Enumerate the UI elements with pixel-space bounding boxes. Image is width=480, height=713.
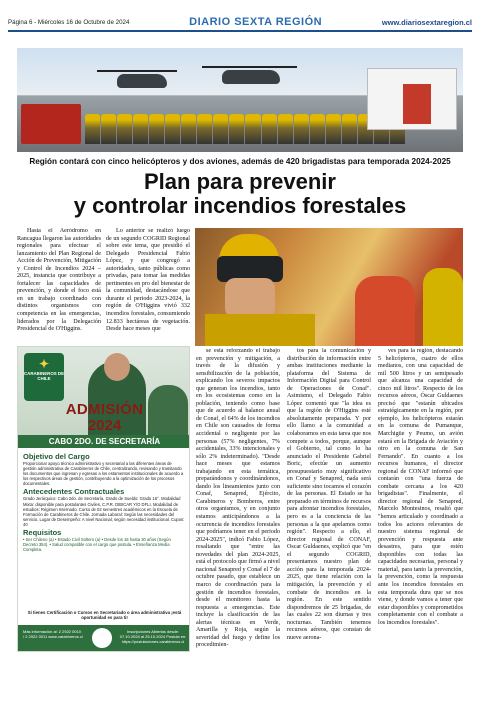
- ad-note: Si tienes Certificación o Cursos en Secretariado o área administrativa ¡está oportunidad es para ti!: [27, 610, 182, 621]
- antecedentes-text: Grado Jerárquico: Cabo 2do. de Secretaría. Grado de Sueldo: Grado 16°. Modalidad Mixta: disponible para postulantes Civiles, C.P.R. DIBICAR Y/O DFLI. Modalidad de estudios: Régimen Internado. Curso de 02 semestres académicos en la Escuela de Formación de Carabineros de Chile. Jornada Laboral: Según las necesidades del servicio. Lugar de Desempeño: A nivel Nacional, según necesidad institucional. Cupos: 40: [23, 496, 185, 527]
- brigade-crowd: [85, 114, 405, 144]
- title-line-2: y controlar incendios forestales: [73, 193, 407, 218]
- contact-info[interactable]: Más información al: 2 2922 0010 / 2 2922 0011 www.carabineros.cl: [23, 629, 83, 639]
- firefighter-photo: [195, 228, 463, 346]
- section-heading: Antecedentes Contractuales: [23, 487, 125, 497]
- paragraph: Hasta el Aeródromo en Rancagua llegaron las autoridades regionales para efectuar el lanzamiento del Plan Regional de Acción de Prevención, Mitigación y Control de Incendios 2024 – 2025, instancia que contribuye a fortalecer las capacidades de prevención, y donde el foco está en un trabajo coordinado con distintos organismos con competencia en las emergencias, liderados por la Delegación Presidencial de O'Higgins.: [17, 228, 101, 333]
- ad-footer: [18, 625, 190, 652]
- objetivo-text: Proporcionar apoyo técnico administrativo y secretarial a las diferentes áreas de gestión administrativa de Carabineros de Chile, centralizando, revisando y tramitando los documentos que ingresan y egresan a los estamentos institucionales de acuerdo a los respectivos áreas de gestión, contribuyendo a la optimización de los procesos documentales.: [23, 461, 184, 487]
- article-subheadline: Región contará con cinco helicópteros y dos aviones, además de 420 brigadistas para temporada 2024-2025: [29, 157, 451, 166]
- paragraph: tos para la comunicación y distribución de información entre ambas instituciones mediante la plataforma del Sistema de Información Digital para Control de Operaciones de Conaf". Asimismo, el Delegado Fabio López comentó que "la idea es que la región de O'Higgins esté absolutamente preparada. Y por ello llamo a la comunidad a colaborarnos en esta tarea que nos compete a todos, porque, aunque el Gobierno, tal como lo ha anunciado el Presidente Gabriel Boric, efectúe un aumento presupuestario muy significativo en Conaf y Senapred, nada será suficiente sino tocamos el corazón de las personas. El Estado se ha preparado en términos de recursos para afrontar incendios forestales, pero es a la conciencia de las personas a la que apelamos como región". Respecto a ello, el director regional de CONAF, Oscar Guldaenes, explicó que "en el segundo COGRID, presentamos nuestro plan de acción para la temporada 2024-2025, que tiene relación con la mitigación, la prevención y el combate de incendios en la región. En este sentido dispondremos de 25 brigadas, de las cuales 22 son diurnas y tres nocturnas. También tenemos recursos aéreos, que constan de nueve aerona-: [287, 348, 371, 641]
- uniform-shape: [205, 314, 315, 346]
- article-column-4: [287, 348, 371, 668]
- article-title: [10, 170, 470, 218]
- badge-text: CARABINEROS DE CHILE: [24, 371, 65, 381]
- hero-photo-helicopters: [17, 48, 463, 152]
- ad-body: [23, 451, 186, 552]
- institution-logo: [92, 628, 112, 648]
- section-heading: Requisitos: [23, 528, 62, 538]
- article-column-3: [196, 348, 280, 668]
- brigadista-figure: [355, 276, 415, 346]
- brigadista-figure: [403, 84, 431, 124]
- position-banner: CABO 2DO. DE SECRETARÍA: [18, 435, 190, 448]
- admission-heading: ADMISIÓN: [65, 401, 144, 418]
- paragraph: se está reforzando el trabajo en prevención y mitigación, a través de la difusión y sensibilización de la población, explicando los severos impactos que generan los incendios, tanto en los ecosistemas como en la población, teniendo como base que de acuerdo al balance anual de Conaf, el 64% de los incendios en Chile son causados de forma accidental o negligente por las personas (57% negligentes, 7% accidentales, 33% intencionales y sólo 2% indeterminado). "Desde hace meses que estamos trabajando en esta temática, preparándonos y coordinándonos, dando los lineamientos junto con Conaf, Senapred, Ejército, Carabineros y Bomberos, entre otros organismos, y en conjunto estamos anticipándonos a la ocurrencia de incendios forestales que podríamos tener en el periodo 2024-2025", indicó Fabio López, resaltando que "entre las novedades del plan 2024-2025, está el protocolo que firmó a nivel nacional Senapred y Conaf el 7 de octubre pasado, que establece un marco de coordinación para la gestión de incendios forestales, desde el monitoreo hasta la respuesta a emergencias. Este incluye la clasificación de las alertas técnicas en Verde, Amarilla y Roja, según la severidad del fuego y define los procedimien-: [196, 348, 280, 649]
- brigadista-figure: [423, 268, 463, 346]
- carabineros-admission-ad[interactable]: [17, 346, 190, 652]
- website-link[interactable]: www.diariosextaregion.cl: [381, 17, 472, 27]
- article-column-2: [106, 228, 190, 340]
- helicopter-image: [222, 70, 280, 84]
- requisitos-list: • Ser Chileno (a) • Estado Civil Soltero (a) • Desde los 18 hasta 30 años (Según Decreto 354). • Salud compatible con el cargo que postula. • Enseñanza Media Completa.: [23, 537, 171, 553]
- star-icon: ✦: [38, 357, 50, 371]
- newspaper-brand: DIARIO SEXTA REGIÓN: [189, 16, 323, 28]
- carabineros-logo: [24, 353, 64, 401]
- helicopter-image: [117, 74, 167, 88]
- article-column-1: [17, 228, 101, 340]
- page-header: [8, 14, 472, 32]
- article-column-5: [378, 348, 463, 668]
- registration-info[interactable]: Inscripciones Abiertas desde: 07.10.2024 al 25.10.2024 Postula en: https://postulaciones.carabineros.cl: [119, 629, 187, 644]
- page-info: Página 6 - Miércoles 16 de Octubre de 2024: [8, 18, 130, 26]
- paragraph: ves para la región, destacando 5 helicópteros, cuatro de ellos medianos, con una capacidad de mil 500 litros y un semipesado que alcanza una capacidad de cinco mil litros". Respecto de los recursos aéreos, Óscar Guldaenes precisó que "estarán ubicados estratégicamente en la región, por ejemplo, los helicópteros estarán en la comuna de Pumanque, Marchigüe y Peumo, un avión estará en la Brigada de Aviación y otro en la comuna de San Fernando". En cuanto a los recursos humanos, el director regional de CONAF informó que contarán con "una fuerza de combate cercana a los 420 brigadistas". Finalmente, el director regional de Senapred, Marcelo Montesinos, resaltó que "hemos articulado y coordinado a todos los actores relevantes de nuestro sistema regional de prevención y respuesta ante desastres, para que estén disponibles con todas las capacidades necesarias, personal y material, para tanto la prevención, la prevención, como la respuesta ante los incendios forestales en esta temporada dura que se nos viene, y donde vamos a tener que estar disponibles y comprometidos completamente con el combate a los incendios forestales".: [378, 348, 463, 626]
- officer-head: [104, 353, 130, 381]
- rotor-blade: [202, 66, 297, 68]
- section-heading: Objetivo del Cargo: [23, 452, 90, 461]
- fire-truck-image: [21, 104, 81, 144]
- title-line-1: Plan para prevenir: [144, 169, 336, 194]
- rotor-blade: [97, 70, 177, 72]
- paragraph: Lo anterior se realizó luego de un segundo COGRID Regional sobre este tema, que presidió el Delegado Presidencial Fabio López, y que congregó a autoridades, tanto públicas como privadas, para tomar las medidas pertinentes en pro del bienestar de la comunidad, destacándose que durante el periodo 2023-2024, la región de O'Higgins vivió 332 incendios forestales, consumiendo 12.833 hectáreas de vegetación. Desde hace meses que: [106, 228, 190, 333]
- face-shape: [225, 278, 275, 318]
- admission-year: 2024: [87, 417, 122, 434]
